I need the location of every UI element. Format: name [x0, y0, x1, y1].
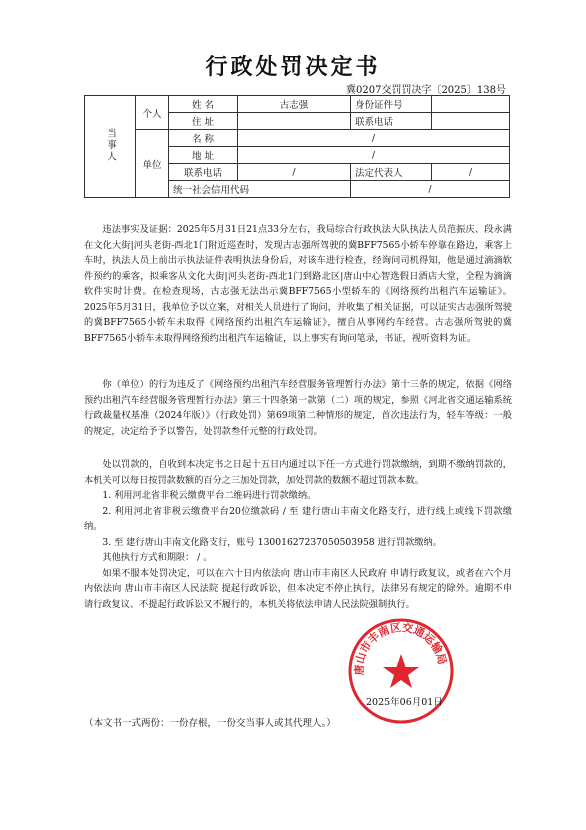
violation-text: 你（单位）的行为违反了《网络预约出租汽车经营服务管理暂行办法》第十三条的规定，依据《网络预约出租汽车经营服务管理暂行办法》第三十四条第一款第（二）项的规定，参照《河北省交通运输系统行政裁量权基准（2024年版）》（行政处罚）第69项第二种情形的规定，首次违法行为，轻车等级：一般的规定，决定给予予以警告，处罚款叁仟元整的行政处罚。 [84, 379, 512, 437]
id-label: 身份证件号 [351, 96, 432, 113]
addr-value [238, 113, 351, 130]
unit-label: 单位 [136, 130, 169, 198]
footnote: （本文书一式两份：一份存根，一份交当事人或其代理人。） [84, 718, 336, 729]
name-value: 古志强 [238, 96, 351, 113]
seal-text: 唐山市丰南区交通运输局 [352, 621, 449, 676]
payment-section [84, 457, 512, 612]
other-execution: 其他执行方式和期限： / 。 [102, 552, 213, 563]
unit-phone-value: / [238, 164, 351, 181]
payment-intro: 处以罚款的，自收到本决定书之日起十五日内通过以下任一方式进行罚款缴纳，到期不缴纳罚款的，本机关可以每日按罚款数额的百分之三加处罚款，加处罚款的数额不超过罚款本数。 [84, 459, 512, 486]
name-label: 姓 名 [169, 96, 238, 113]
party-label-cell [85, 96, 136, 198]
unit-name-value: / [238, 130, 510, 147]
facts-section [84, 222, 512, 346]
payment-method-1: 1. 利用河北省非税云缴费平台二维码进行罚款缴纳。 [102, 490, 317, 501]
official-seal [346, 616, 456, 726]
addr-label: 住 址 [169, 113, 238, 130]
violation-section [84, 377, 512, 439]
unit-addr-value: / [238, 147, 510, 164]
phone-label: 联系电话 [351, 113, 432, 130]
person-label: 个人 [136, 96, 169, 130]
unit-phone-label: 联系电话 [169, 164, 238, 181]
document-number: 冀0207交罚罚决字〔2025〕138号 [346, 85, 506, 96]
phone-value [432, 113, 510, 130]
issue-date: 2025年06月01日 [366, 697, 443, 708]
document-title: 行政处罚决定书 [205, 54, 381, 80]
unit-name-label: 名 称 [169, 130, 238, 147]
party-table [84, 95, 510, 198]
payment-method-2: 2. 利用河北省非税云缴费平台20位缴款码 / 至 建行唐山丰南文化路支行，进行线上或线下罚款缴纳。 [84, 505, 512, 532]
payment-method-3: 3. 至 建行唐山丰南文化路支行，账号 13001627237050503958 进行罚款缴纳。 [102, 536, 442, 548]
credit-code-label: 统一社会信用代码 [169, 181, 351, 198]
unit-addr-label: 地 址 [169, 147, 238, 164]
credit-code-value: / [351, 181, 510, 198]
legal-rep-value: / [432, 164, 510, 181]
appeal-text: 如果不服本处罚决定，可以在六十日内依法向 唐山市丰南区人民政府 申请行政复议，或者在六个月内依法向 唐山市丰南区人民法院 提起行政诉讼，但本决定不停止执行，法律另有规定的除外。逾期不申请行政复议、不提起行政诉讼又不履行的，本机关将依法申请人民法院强制执行。 [84, 567, 512, 610]
facts-text: 违法事实及证据：2025年5月31日21点33分左右，我局综合行政执法大队执法人员范振庆、段永满在文化大街|河头老街-西北1门附近巡查时，发现古志强所驾驶的冀BFF7565小轿车停靠在路边，乘客上车时，执法人员上前出示执法证件表明执法身份后，对该车进行检查，经询问司机得知，他是通过滴滴软件预约的乘客，拟乘客从文化大街|河头老街-西北1门到路北区|唐山中心智选假日酒店大堂，全程为滴滴软件实时计费。在检查现场，古志强无法出示冀BFF7565小型轿车的《网络预约出租汽车运输证》。2025年5月31日，我单位予以立案，对相关人员进行了询问，并收集了相关证据，可以证实古志强所驾驶的冀BFF7565小轿车未取得《网络预约出租汽车运输证》，擅自从事网约车经营。古志强所驾驶的冀BFF7565小轿车未取得网络预约出租汽车运输证，以上事实有询问笔录，书证，视听资料为证。 [84, 224, 512, 344]
party-label: 当事人 [105, 127, 116, 163]
id-value [432, 96, 510, 113]
seal-star-icon [383, 654, 419, 688]
legal-rep-label: 法定代表人 [351, 164, 432, 181]
